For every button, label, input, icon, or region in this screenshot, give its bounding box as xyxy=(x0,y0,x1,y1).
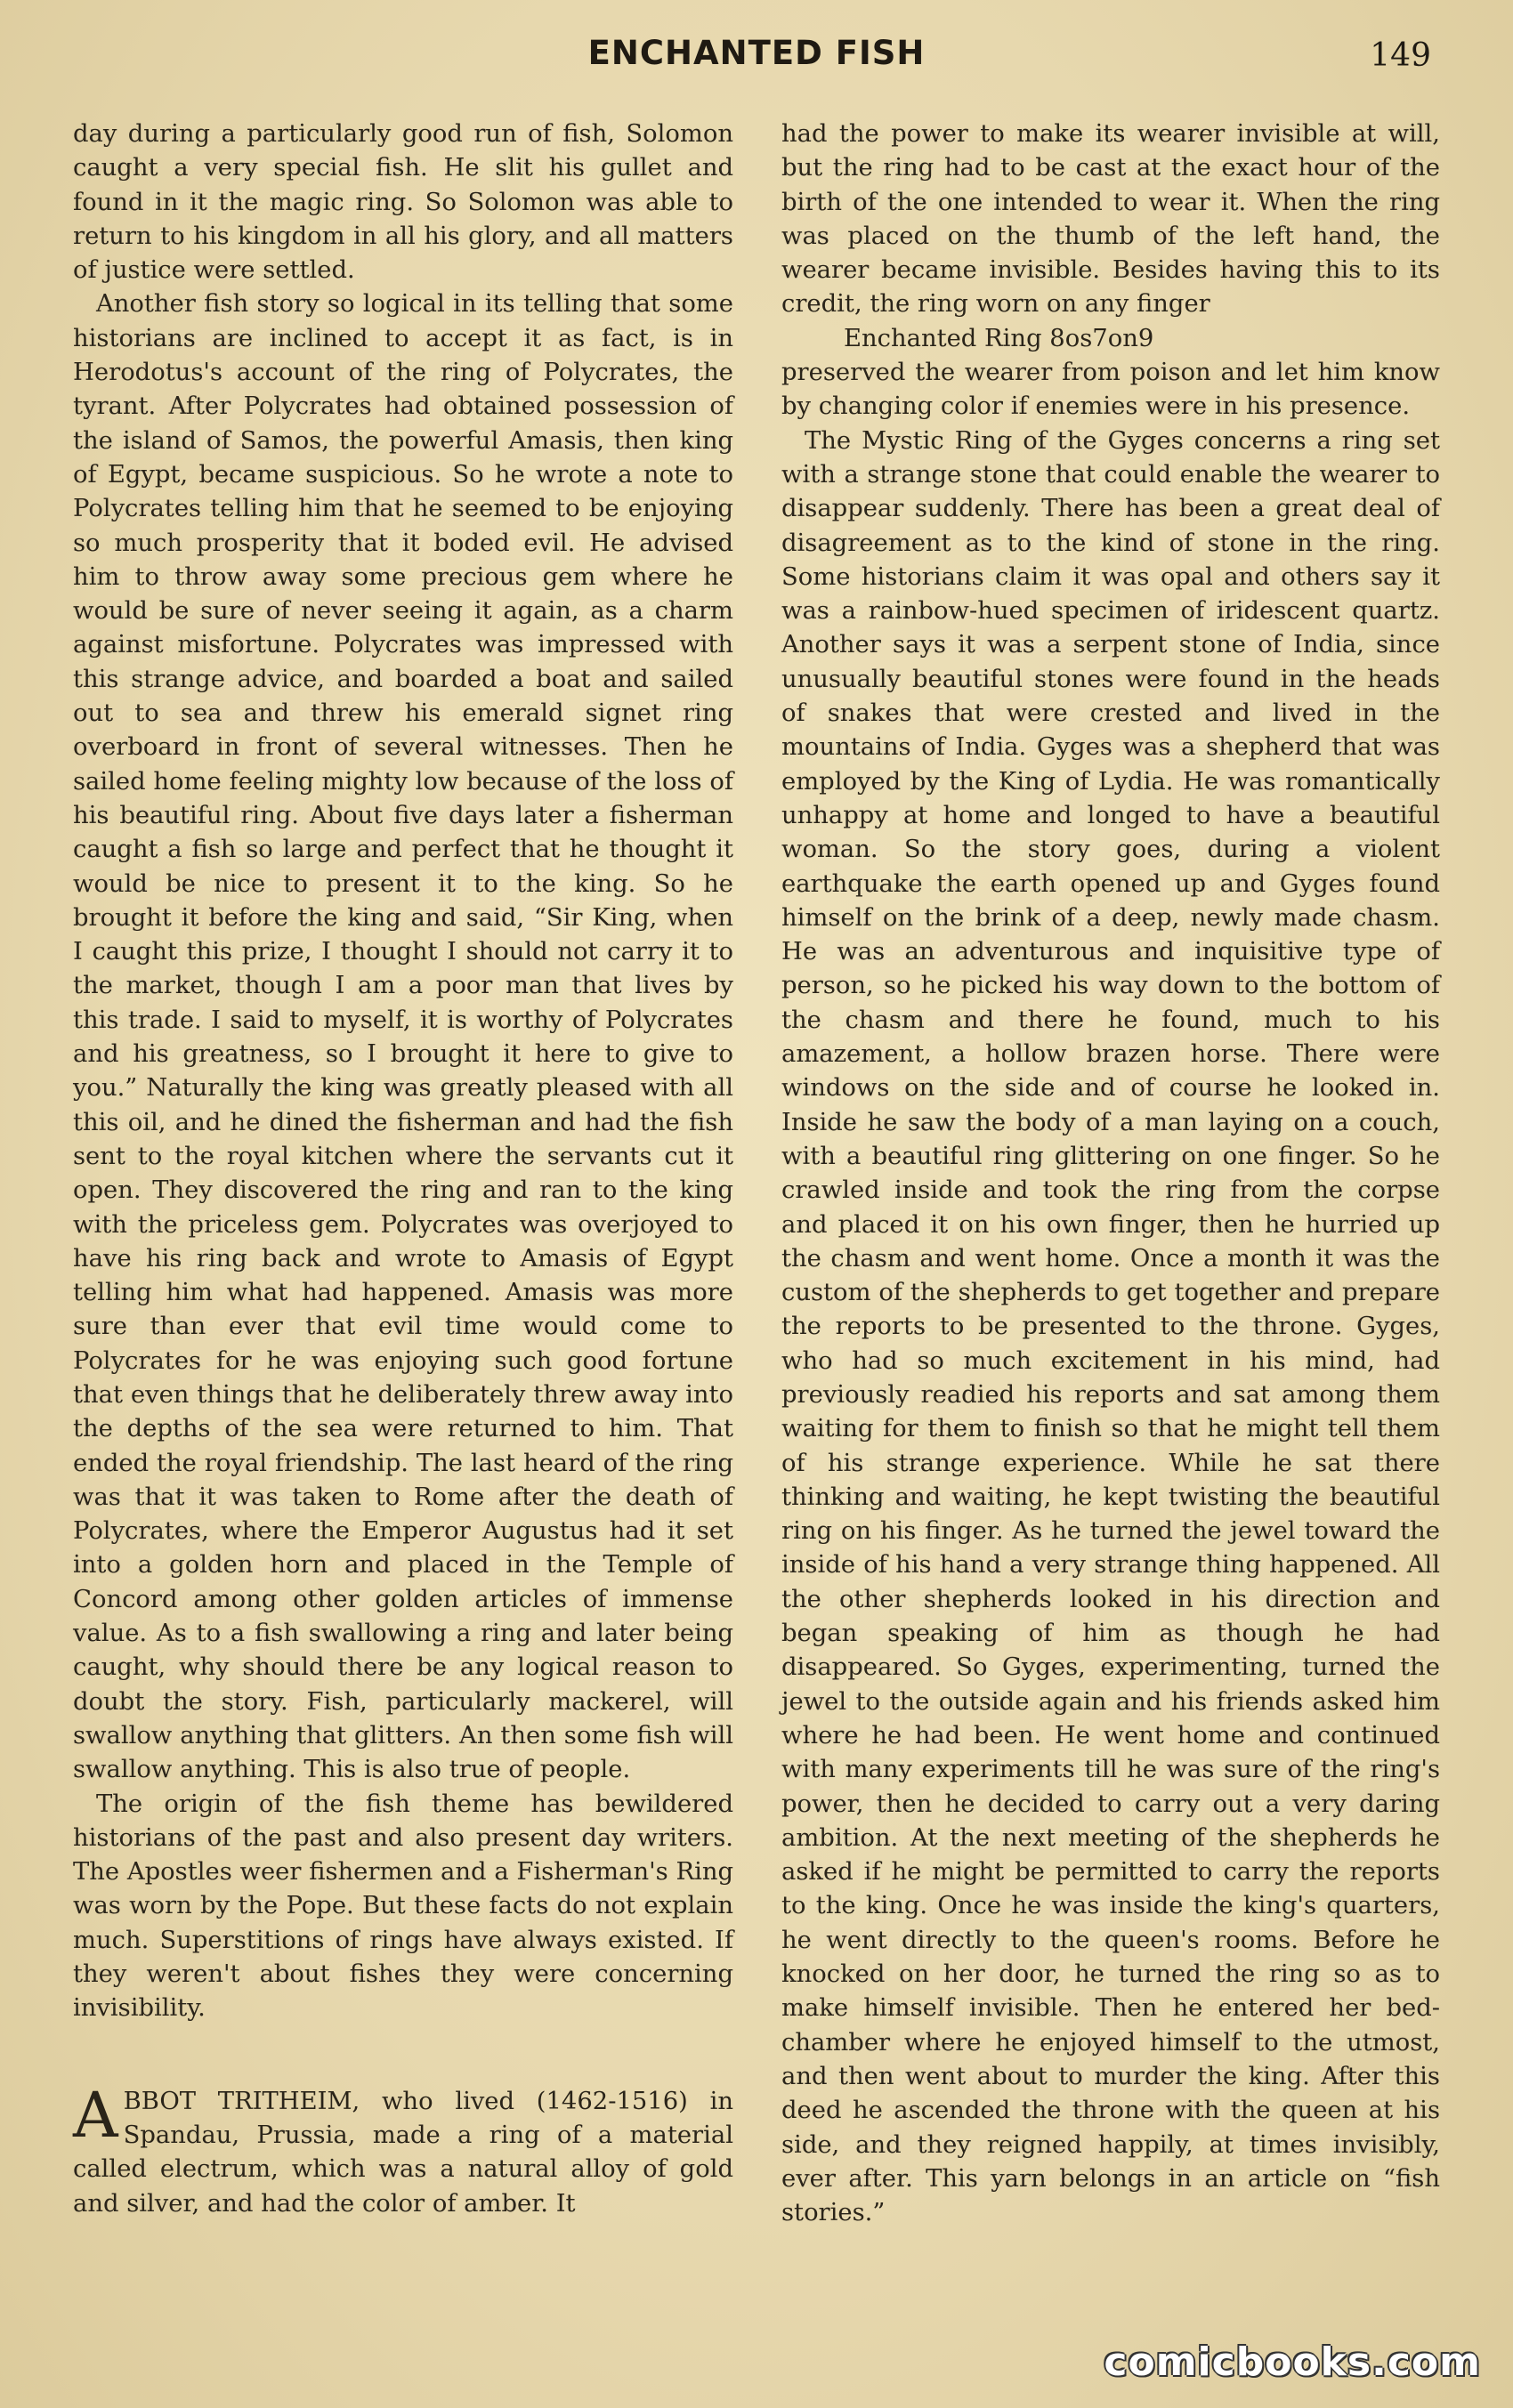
left-column xyxy=(73,117,733,2221)
paragraph-poison: preserved the wearer from poison and let him know by changing color if enemies were in his presence. xyxy=(781,359,1440,421)
caption-enchanted-ring: Enchanted Ring 8os7on9 xyxy=(844,324,1154,352)
drop-cap: A xyxy=(73,2078,118,2152)
paragraph-tritheim xyxy=(73,2078,733,2221)
section-gap xyxy=(73,2026,733,2085)
paragraph-electrum-ring: had the power to make its wearer invisible at will, but the ring had to be cast at the exact hour of the birth of the one intended to wear it. When the ring was placed on the thumb of the left hand, the wearer became invisible. Besides having this to its credit, the ring worn on any finger xyxy=(781,120,1440,319)
site-watermark: comicbooks.com xyxy=(1104,2339,1481,2385)
paragraph-solomon: day during a particularly good run of fish, Solomon caught a very special fish. He slit his gullet and found in it the magic ring. So Solomon was able to return to his kingdom in all his glory, and all matters of justice were settled. xyxy=(73,120,733,285)
paragraph-tritheim-text: BBOT TRITHEIM, who lived (1462-1516) in Spandau, Prussia, made a ring of a material called electrum, which was a natural alloy of gold and silver, and had the color of amber. It xyxy=(73,2087,733,2218)
paragraph-gyges: The Mystic Ring of the Gyges concerns a ring set with a strange stone that could enable the wearer to disappear suddenly. There has been a great deal of disagreement as to the kind of stone in the ring. Some historians claim it was opal and others say it was a rainbow-hued specimen of iridescent quartz. Another says it was a serpent stone of India, since unusually beautiful stones were found in the heads of snakes that were crested and lived in the mountains of India. Gyges was a shepherd that was employed by the King of Lydia. He was romantically unhappy at home and longed to have a beautiful woman. So the story goes, during a violent earthquake the earth opened up and Gyges found himself on the brink of a deep, newly made chasm. He was an adventurous and inquisitive type of person, so he picked his way down to the bottom of the chasm and there he found, much to his amazement, a hollow brazen horse. There were windows on the side and of course he looked in. Inside he saw the body of a man laying on a couch, with a beautiful ring glittering on one finger. So he crawled inside and took the ring from the corpse and placed it on his own finger, then he hurried up the chasm and went home. Once a month it was the custom of the shepherds to get together and prepare the reports to be presented to the throne. Gyges, who had so much excitement in his mind, had previously readied his reports and sat among them waiting for them to finish so that he might tell them of his strange experience. While he sat there thinking and waiting, he kept twisting the beautiful ring on his finger. As he turned the jewel toward the inside of his hand a very strange thing happened. All the other shepherds looked in his direction and began speaking of him as though he had disappeared. So Gyges, experimenting, turned the jewel to the outside again and his friends asked him where he had been. He went home and continued with many experiments till he was sure of the ring's power, then he decided to carry out a very daring ambition. At the next meeting of the shepherds he asked if he might be permitted to carry the reports to the king. Once he was inside the king's quarters, he went directly to the queen's rooms. Before he knocked on her door, he turned the ring so as to make himself invisible. Then he entered her bed-chamber where he enjoyed himself to the utmost, and then went about to murder the king. After this deed he ascended the throne with the queen at his side, and they reigned happily, at times invisibly, ever after. This yarn belongs in an article on “fish stories.” xyxy=(781,426,1440,2227)
page-header xyxy=(0,34,1513,87)
right-column xyxy=(781,117,1440,2230)
paragraph-polycrates: Another fish story so logical in its telling that some historians are inclined to accept it as fact, is in Herodotus's account of the ring of Polycrates, the tyrant. After Polycrates had obtained possession of the island of Samos, the powerful Amasis, then king of Egypt, became suspicious. So he wrote a note to Polycrates telling him that he seemed to be enjoying so much prosperity that it boded evil. He advised him to throw away some precious gem where he would be sure of never seeing it again, as a charm against misfortune. Polycrates was impressed with this strange advice, and boarded a boat and sailed out to sea and threw his emerald signet ring overboard in front of several witnesses. Then he sailed home feeling mighty low because of the loss of his beautiful ring. About five days later a fisherman caught a fish so large and perfect that he thought it would be nice to present it to the king. So he brought it before the king and said, “Sir King, when I caught this prize, I thought I should not carry it to the market, though I am a poor man that lives by this trade. I said to myself, it is worthy of Polycrates and his greatness, so I brought it here to give to you.” Naturally the king was greatly pleased with all this oil, and he dined the fisherman and had the fish sent to the royal kitchen where the servants cut it open. They discovered the ring and ran to the king with the priceless gem. Polycrates was overjoyed to have his ring back and wrote to Amasis of Egypt telling him what had happened. Amasis was more sure than ever that evil time would come to Polycrates for he was enjoying such good fortune that even things that he deliberately threw away into the depths of the sea were returned to him. That ended the royal friendship. The last heard of the ring was that it was taken to Rome after the death of Polycrates, where the Emperor Augustus had it set into a golden horn and placed in the Temple of Concord among other golden articles of immense value. As to a fish swallowing a ring and later being caught, why should there be any logical reason to doubt the story. Fish, particularly mackerel, will swallow anything that glitters. An then some fish will swallow anything. This is also true of people. xyxy=(73,290,733,1784)
paragraph-fish-theme: The origin of the fish theme has bewildered historians of the past and also present day writers. The Apostles weer fishermen and a Fisherman's Ring was worn by the Pope. But these facts do not explain much. Superstitions of rings have always existed. If they weren't about fishes they were concerning invisibility. xyxy=(73,1790,733,2023)
running-title: ENCHANTED FISH xyxy=(587,34,926,72)
page-number: 149 xyxy=(1370,37,1431,74)
